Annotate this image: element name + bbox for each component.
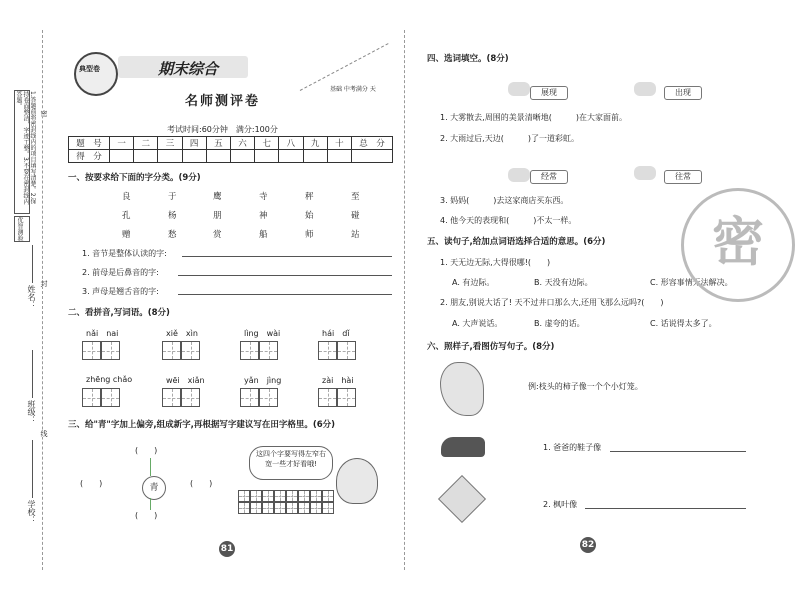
q3-write-box[interactable]	[262, 502, 274, 514]
score-header-cell: 总 分	[352, 137, 393, 150]
cake-icon	[634, 82, 656, 96]
score-header-cell: 题 号	[69, 137, 110, 150]
score-input-cell[interactable]	[279, 150, 303, 163]
q2-pinyin: hái dǐ	[322, 329, 350, 338]
q1-char: 朋	[213, 211, 222, 221]
school-label: 学校：	[27, 500, 36, 524]
q2-pinyin: lìng wài	[244, 329, 281, 338]
header-badges: 基础 中考满分 天	[330, 86, 376, 93]
q2-answer-box[interactable]	[240, 388, 259, 407]
logo-text: 典型卷	[79, 65, 100, 73]
q5-title: 五、读句子,给加点词语选择合适的意思。(6分)	[427, 237, 606, 247]
cake-icon	[508, 168, 530, 182]
q1-char: 寺	[259, 192, 268, 202]
q2-answer-box[interactable]	[240, 341, 259, 360]
q2-answer-box[interactable]	[259, 341, 278, 360]
q6-sentence-2: 2. 枫叶像	[543, 500, 578, 509]
q2-answer-box[interactable]	[181, 341, 200, 360]
q2-pinyin: yǎn jìng	[244, 376, 282, 385]
q1-char: 杨	[168, 211, 177, 221]
shoe-icon	[441, 437, 485, 457]
q1-char: 神	[259, 211, 268, 221]
q2-answer-box[interactable]	[162, 388, 181, 407]
binding-strip	[8, 30, 56, 570]
score-label-cell: 得 分	[69, 150, 110, 163]
q6-answer-line-1[interactable]	[610, 451, 746, 452]
q3-blank-left[interactable]: ( )	[80, 479, 103, 488]
score-input-cell[interactable]	[134, 150, 158, 163]
q3-write-box[interactable]	[274, 502, 286, 514]
q1-char: 站	[351, 230, 360, 240]
q1-char: 赠	[122, 230, 131, 240]
q5-sentence-1: 1. 天无边无际,大得很哪!( )	[440, 258, 551, 267]
q3-write-box[interactable]	[322, 502, 334, 514]
q5-option-1c[interactable]: C. 形容事情无法解决。	[650, 278, 733, 287]
score-header-cell: 七	[255, 137, 279, 150]
q3-write-box[interactable]	[322, 490, 334, 502]
q3-blank-right[interactable]: ( )	[190, 479, 213, 488]
score-input-cell[interactable]	[158, 150, 182, 163]
q1-char: 愁	[168, 230, 177, 240]
q4-word-4: 往常	[664, 170, 702, 184]
q3-stem-top	[150, 458, 151, 476]
q1-answer-line-1[interactable]	[182, 256, 392, 257]
q1-char: 鹰	[213, 192, 222, 202]
q3-title: 三、给"青"字加上偏旁,组成新字,再根据写字建议写在田字格里。(6分)	[68, 420, 336, 430]
q4-sentence-4: 4. 他今天的表现和( )不太一样。	[440, 216, 577, 225]
school-line[interactable]	[32, 440, 33, 498]
q3-stem-bottom	[150, 498, 151, 510]
q2-answer-box[interactable]	[337, 388, 356, 407]
q2-pinyin: zhēng chǎo	[86, 375, 133, 384]
q3-write-box[interactable]	[274, 490, 286, 502]
q4-sentence-1: 1. 大雾散去,周围的美景清晰地( )在大家面前。	[440, 113, 627, 122]
score-header-cell: 十	[327, 137, 351, 150]
score-input-cell[interactable]	[230, 150, 254, 163]
score-value-row	[69, 150, 393, 163]
score-input-cell[interactable]	[110, 150, 134, 163]
q4-word-3: 经常	[530, 170, 568, 184]
brand-box	[14, 216, 30, 242]
q1-char: 至	[351, 192, 360, 202]
q1-char: 良	[122, 192, 131, 202]
page-title: 期末综合	[158, 60, 219, 78]
score-header-row	[69, 137, 393, 150]
q1-answer-line-2[interactable]	[178, 275, 392, 276]
q1-char: 孔	[122, 211, 131, 221]
score-input-cell[interactable]	[352, 150, 393, 163]
q1-answer-line-3[interactable]	[178, 294, 392, 295]
class-line[interactable]	[32, 350, 33, 398]
name-line[interactable]	[32, 245, 33, 283]
score-header-cell: 一	[110, 137, 134, 150]
q3-write-box[interactable]	[298, 490, 310, 502]
q1-char: 师	[305, 230, 314, 240]
q2-answer-box[interactable]	[318, 388, 337, 407]
q6-sentence-1: 1. 爸爸的鞋子像	[543, 443, 602, 452]
score-header-cell: 四	[182, 137, 206, 150]
q2-pinyin: nǎi nai	[86, 329, 119, 338]
notes-text: 1.答题前将密封线内的项目填写清楚。2.保持卷面整洁，字迹工整。3.不要在密封线内答题。	[15, 91, 36, 205]
q1-item-1: 1. 音节是整体认读的字:	[82, 249, 167, 258]
logo-emblem	[74, 52, 118, 96]
score-header-cell: 九	[303, 137, 327, 150]
q4-sentence-3: 3. 妈妈( )去这家商店买东西。	[440, 196, 569, 205]
q1-char: 赏	[213, 230, 222, 240]
q5-option-1b[interactable]: B. 天没有边际。	[534, 278, 593, 287]
score-header-cell: 三	[158, 137, 182, 150]
q4-sentence-2: 2. 大雨过后,天边( )了一道彩虹。	[440, 134, 579, 143]
q2-answer-box[interactable]	[82, 388, 101, 407]
q6-example: 例:枝头的柿子像一个个小灯笼。	[528, 382, 643, 391]
q2-answer-box[interactable]	[101, 388, 120, 407]
q3-write-box[interactable]	[262, 490, 274, 502]
q3-write-box[interactable]	[250, 490, 262, 502]
q1-item-3: 3. 声母是翘舌音的字:	[82, 287, 159, 296]
maple-leaf-icon	[438, 475, 486, 523]
q3-speech-bubble: 这四个字要写得左窄右宽一些才好看哦!	[249, 446, 333, 480]
q2-pinyin: zài hài	[322, 376, 354, 385]
q4-word-2: 出现	[664, 86, 702, 100]
q2-answer-box[interactable]	[318, 341, 337, 360]
persimmon-branch-icon	[440, 362, 484, 416]
q4-word-1: 展现	[530, 86, 568, 100]
q5-option-2c[interactable]: C. 话说得太多了。	[650, 319, 717, 328]
score-input-cell[interactable]	[255, 150, 279, 163]
binding-mark-2: 封	[40, 280, 48, 287]
q1-char: 始	[305, 211, 314, 221]
q1-char: 于	[168, 192, 177, 202]
q5-option-2b[interactable]: B. 虚夸的话。	[534, 319, 585, 328]
q3-write-box[interactable]	[310, 490, 322, 502]
cake-icon	[508, 82, 530, 96]
q3-blank-bottom[interactable]: ( )	[135, 511, 158, 520]
name-label: 姓名：	[27, 285, 36, 309]
class-label: 班级：	[27, 400, 36, 424]
q2-title: 二、看拼音,写词语。(8分)	[68, 308, 170, 318]
q2-answer-box[interactable]	[162, 341, 181, 360]
q1-title: 一、按要求给下面的字分类。(9分)	[68, 173, 201, 183]
q3-write-box[interactable]	[238, 502, 250, 514]
q1-item-2: 2. 前母是后鼻音的字:	[82, 268, 159, 277]
q5-option-2a[interactable]: A. 大声说话。	[452, 319, 503, 328]
score-header-cell: 六	[230, 137, 254, 150]
q1-char: 碰	[351, 211, 360, 221]
q6-title: 六、照样子,看图仿写句子。(8分)	[427, 342, 555, 352]
q3-center-char: 青	[142, 476, 166, 500]
binding-mark-1: 密	[40, 110, 48, 117]
page-number-left: 81	[219, 541, 235, 557]
q3-write-box[interactable]	[298, 502, 310, 514]
squirrel-icon	[336, 458, 378, 504]
q3-write-box[interactable]	[286, 490, 298, 502]
page-divider	[404, 30, 405, 570]
q6-answer-line-2[interactable]	[585, 508, 746, 509]
q2-answer-box[interactable]	[101, 341, 120, 360]
q2-answer-box[interactable]	[181, 388, 200, 407]
page-subtitle: 名师测评卷	[185, 94, 261, 109]
q2-pinyin: wēi xiǎn	[166, 376, 205, 385]
cake-icon	[634, 166, 656, 180]
score-input-cell[interactable]	[182, 150, 206, 163]
q3-blank-top[interactable]: ( )	[135, 446, 158, 455]
q3-write-box[interactable]	[238, 490, 250, 502]
q5-option-1a[interactable]: A. 有边际。	[452, 278, 495, 287]
q5-sentence-2: 2. 朋友,别说大话了! 天不过井口那么大,还用飞那么远吗?( )	[440, 298, 664, 307]
score-input-cell[interactable]	[206, 150, 230, 163]
score-header-cell: 二	[134, 137, 158, 150]
q1-char: 秤	[305, 192, 314, 202]
binding-mark-3: 线	[40, 430, 48, 437]
q2-pinyin: xiě xìn	[166, 329, 198, 338]
exam-info: 考试时间:60分钟 满分:100分	[167, 125, 278, 134]
notes-box	[14, 90, 36, 214]
q2-answer-box[interactable]	[337, 341, 356, 360]
page-number-right: 82	[580, 537, 596, 553]
q3-write-box[interactable]	[310, 502, 322, 514]
brand-text: 优智测验	[16, 217, 23, 241]
score-input-cell[interactable]	[327, 150, 351, 163]
q3-write-box[interactable]	[250, 502, 262, 514]
score-table	[68, 136, 393, 163]
q4-title: 四、选词填空。(8分)	[427, 54, 509, 64]
score-input-cell[interactable]	[303, 150, 327, 163]
q1-char: 船	[259, 230, 268, 240]
score-header-cell: 八	[279, 137, 303, 150]
q2-answer-box[interactable]	[259, 388, 278, 407]
q2-answer-box[interactable]	[82, 341, 101, 360]
q3-write-box[interactable]	[286, 502, 298, 514]
secret-stamp: 密	[681, 188, 795, 302]
score-header-cell: 五	[206, 137, 230, 150]
